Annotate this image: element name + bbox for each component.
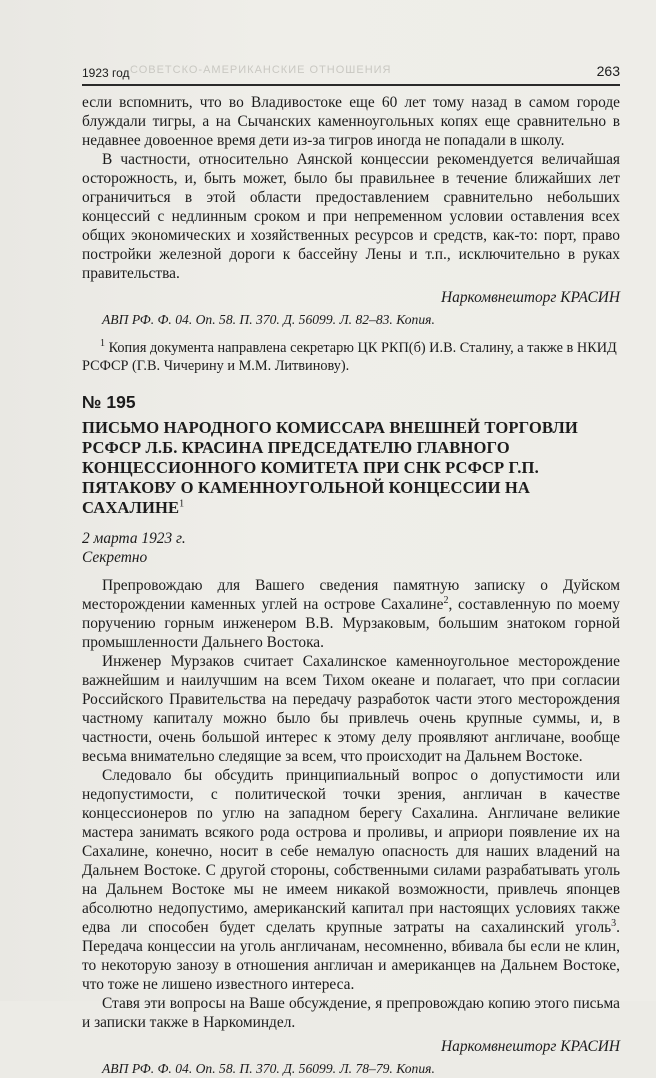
doc-paragraph-3 bbox=[82, 766, 620, 994]
document-number: № 195 bbox=[82, 392, 136, 412]
footnote-marker: 1 bbox=[100, 338, 105, 350]
doc-paragraph-3-note: 3 bbox=[611, 917, 617, 929]
header-rule bbox=[82, 84, 620, 86]
show-through-text: СОВЕТСКО-АМЕРИКАНСКИЕ ОТНОШЕНИЯ bbox=[130, 64, 392, 76]
running-header bbox=[82, 62, 620, 82]
secrecy-label: Секретно bbox=[82, 549, 148, 566]
document-date: 2 марта 1923 г. bbox=[82, 530, 186, 547]
footnote bbox=[82, 339, 620, 375]
prev-doc-signature: Наркомвнешторг КРАСИН bbox=[441, 289, 620, 306]
footnote-text: Копия документа направлена секретарю ЦК РКП(б) И.В. Сталину, а также в НКИД РСФСР (Г.В. Чичерину и М.М. Литвинову). bbox=[82, 340, 617, 374]
doc-paragraph-1-text-a: Препровождаю для Вашего сведения памятную записку о Дуйском месторождении каменных углей на острове Сахалине bbox=[82, 577, 620, 613]
header-year: 1923 год bbox=[82, 66, 130, 80]
prev-doc-paragraph-2: В частности, относительно Аянской концессии рекомендуется величайшая осторожность, и, быть может, было бы правильнее в течение ближайших лет ограничиться в этой области предоставлением сравнительно небольших концессий с недлинным сроком и при непременном условии оставления всех общих экономических и хозяйственных ресурсов и средств, как-то: порт, право постройки железной дороги к бассейну Лены и т.п., исключительно в руках правительства. bbox=[82, 151, 620, 282]
page-content bbox=[82, 93, 620, 1078]
document-title-text: ПИСЬМО НАРОДНОГО КОМИССАРА ВНЕШНЕЙ ТОРГОВЛИ РСФСР Л.Б. КРАСИНА ПРЕДСЕДАТЕЛЮ ГЛАВНОГО КОНЦЕССИОННОГО КОМИТЕТА ПРИ СНК РСФСР Г.П. ПЯТАКОВУ О КАМЕННОУГОЛЬНОЙ КОНЦЕССИИ НА САХАЛИНЕ bbox=[82, 418, 578, 517]
doc-paragraph-1 bbox=[82, 576, 620, 652]
doc-archive-reference: АВП РФ. Ф. 04. Оп. 58. П. 370. Д. 56099. Л. 78–79. Копия. bbox=[102, 1061, 435, 1076]
page-number: 263 bbox=[596, 63, 620, 79]
doc-paragraph-3-text-b: . Передача концессии на уголь англичанам, несомненно, вбивала бы если не клин, то некоторую занозу в отношения англичан и американцев на Дальнем Востоке, что тоже не лишено известного интереса. bbox=[82, 919, 620, 993]
doc-paragraph-2: Инженер Мурзаков считает Сахалинское каменноугольное месторождение важнейшим и наилучшим на всем Тихом океане и полагает, что при согласии Российского Правительства на передачу разработок части этого месторождения частному капиталу можно было бы привлечь очень крупные суммы, и, в частности, очень большой интерес к этому делу проявляют англичане, вообще весьма внимательно следящие за всем, что происходит на Дальнем Востоке. bbox=[82, 653, 620, 765]
doc-signature: Наркомвнешторг КРАСИН bbox=[441, 1038, 620, 1055]
doc-paragraph-1-text-b: , составленную по моему поручению горным инженером В.В. Мурзаковым, большим знатоком горной промышленности Дальнего Востока. bbox=[82, 596, 620, 651]
prev-doc-paragraph-1: если вспомнить, что во Владивостоке еще 60 лет тому назад в самом городе блуждали тигры, а на Сычанских каменноугольных копях еще сравнительно в недавнее довоенное время дети из-за тигров иногда не попадали в школу. bbox=[82, 94, 620, 149]
title-footnote-marker: 1 bbox=[179, 498, 185, 510]
document-title bbox=[82, 418, 620, 518]
doc-paragraph-1-note: 2 bbox=[443, 594, 449, 606]
doc-paragraph-3-text-a: Следовало бы обсудить принципиальный вопрос о допустимости или недопустимости, с политической точки зрения, англичан в качестве концессионеров по углю на западном берегу Сахалина. Англичане великие мастера занимать всякого рода острова и проливы, и априори появление их на Сахалине, конечно, носит в себе немалую опасность для наших владений на Дальнем Востоке. С другой стороны, собственными силами разрабатывать уголь на Дальнем Востоке мы не имеем никакой возможности, привлечь японцев абсолютно недопустимо, американский капитал при настоящих условиях также едва ли способен будет сделать крупные затраты на сахалинский уголь bbox=[82, 767, 620, 936]
prev-doc-archive-reference: АВП РФ. Ф. 04. Оп. 58. П. 370. Д. 56099. Л. 82–83. Копия. bbox=[102, 312, 435, 327]
doc-paragraph-4: Ставя эти вопросы на Ваше обсуждение, я препровождаю копию этого письма и записки также в Наркоминдел. bbox=[82, 995, 620, 1031]
